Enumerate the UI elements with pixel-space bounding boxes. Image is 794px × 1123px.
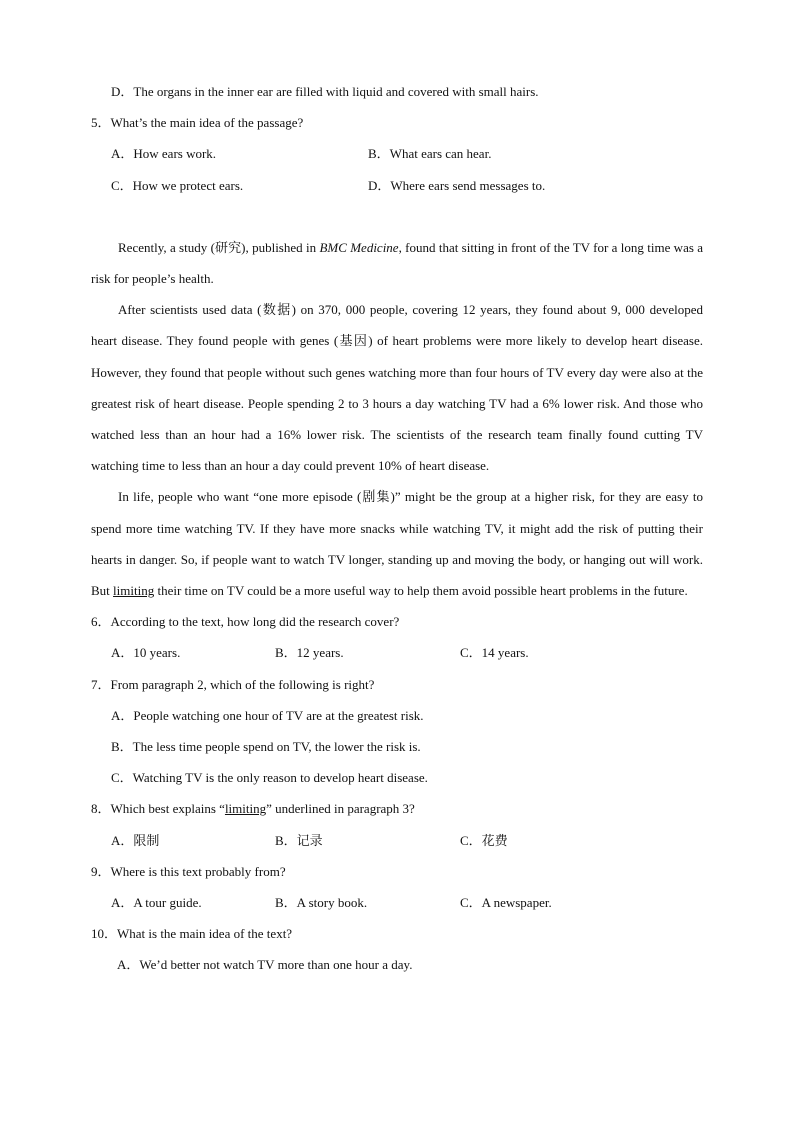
q8-option-b: B．记录 — [275, 832, 323, 848]
q8-option-c: C．花费 — [460, 832, 508, 848]
q9-option-c: C．A newspaper. — [460, 894, 552, 910]
q9-option-a: A．A tour guide. — [111, 894, 202, 910]
q5-options-row1 — [0, 138, 794, 169]
passage-paragraph-2: After scientists used data (数据) on 370, 000 people, covering 12 years, they found about 9, 000 developed heart disease. They found people with genes (基因) of heart problems were more likely to develop heart disease. However, they found that people without such genes watching more than four hours of TV every day were also at the greatest risk of heart disease. People spending 2 to 3 hours a day watching TV had a 6% lower risk. And those who watched less than an hour had a 16% lower risk. The scientists of the research team finally found cutting TV watching time to less than an hour a day could prevent 10% of heart disease. — [91, 302, 703, 474]
q5-option-d: D．Where ears send messages to. — [368, 177, 546, 193]
q5-options-row2 — [0, 170, 794, 201]
passage-paragraph-3: In life, people who want “one more episode (剧集)” might be the group at a higher risk, for they are easy to spend more time watching TV. If they have more snacks while watching TV, it might add the risk of putting their hearts in danger. So, if people want to watch TV longer, standing up and moving the body, or hanging out will work. But limiting their time on TV could be a more useful way to help them avoid possible heart problems in the future. — [91, 489, 703, 598]
q5-option-c: C．How we protect ears. — [111, 177, 244, 193]
q7-option-b: B．The less time people spend on TV, the lower the risk is. — [111, 738, 421, 754]
document-page — [0, 76, 794, 980]
q5-option-a: A．How ears work. — [111, 146, 217, 162]
q8-option-a: A．限制 — [111, 832, 160, 848]
q6-stem: 6．According to the text, how long did the research cover? — [91, 614, 400, 630]
q6-option-b: B．12 years. — [275, 645, 344, 661]
q9-options — [0, 887, 794, 918]
underlined-word: limiting — [224, 801, 267, 817]
passage — [0, 232, 794, 606]
underlined-word: limiting — [113, 582, 155, 598]
q10-stem: 10．What is the main idea of the text? — [91, 926, 293, 942]
q6-option-c: C．14 years. — [460, 645, 529, 661]
q7-option-c: C．Watching TV is the only reason to develop heart disease. — [111, 770, 428, 786]
q6-options — [0, 637, 794, 668]
q4-option-d: D．The organs in the inner ear are filled with liquid and covered with small hairs. — [111, 84, 539, 99]
q5-option-b: B．What ears can hear. — [368, 146, 492, 162]
q6-option-a: A．10 years. — [111, 645, 181, 661]
q5-stem: 5．What’s the main idea of the passage? — [91, 115, 304, 131]
q8-options — [0, 825, 794, 856]
q9-option-b: B．A story book. — [275, 894, 368, 910]
q10-option-a: A．We’d better not watch TV more than one hour a day. — [117, 957, 413, 973]
q7-stem: 7．From paragraph 2, which of the following is right? — [91, 676, 375, 692]
passage-paragraph-1: Recently, a study (研究), published in BMC Medicine, found that sitting in front of the TV for a long time was a risk for people’s health. — [91, 239, 704, 286]
q8-stem: 8．Which best explains “limiting” underlined in paragraph 3? — [91, 801, 415, 817]
q9-stem: 9．Where is this text probably from? — [91, 863, 286, 879]
journal-name: BMC Medicine — [319, 239, 399, 255]
q7-option-a: A．People watching one hour of TV are at the greatest risk. — [111, 707, 424, 723]
